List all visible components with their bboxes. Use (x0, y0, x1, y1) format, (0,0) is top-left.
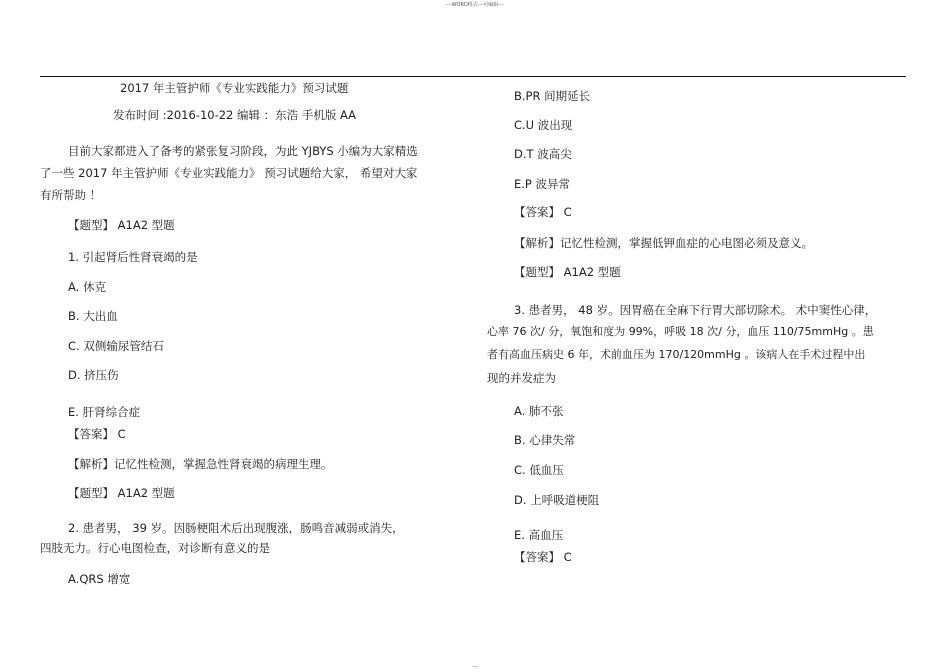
q3-option-d: D. 上呼吸道梗阻 (514, 493, 600, 507)
q1-answer: 【答案】 C (68, 427, 126, 441)
q1-option-e: E. 肝肾综合症 (68, 405, 141, 419)
q2-option-e: E.P 波异常 (514, 177, 571, 191)
q2-option-c: C.U 波出现 (514, 118, 573, 132)
question-3-stem-line-2: 心率 76 次/ 分，氧饱和度为 99%，呼吸 18 次/ 分，血压 110/75mmHg 。患 (487, 325, 874, 338)
q1-option-d: D. 挤压伤 (68, 368, 119, 382)
intro-line-1: 目前大家都进入了备考的紧张复习阶段，为此 YJBYS 小编为大家精选 (68, 144, 418, 158)
q1-option-a: A. 休克 (68, 280, 106, 294)
question-3-stem-line-3: 者有高血压病史 6 年，术前血压为 170/120mmHg 。该病人在手术过程中出 (487, 348, 866, 361)
question-1-stem: 1. 引起肾后性肾衰竭的是 (68, 250, 198, 264)
page-header: ---WORD格式---可编辑--- (446, 2, 504, 8)
intro-line-3: 有所帮助 ！ (40, 188, 102, 202)
q2-option-d: D.T 波高尖 (514, 147, 572, 161)
q3-option-e: E. 高血压 (514, 528, 564, 542)
header-rule (40, 76, 906, 77)
q3-answer: 【答案】 C (514, 550, 572, 564)
q1-analysis: 【解析】记忆性检测，掌握急性肾衰竭的病理生理。 (68, 457, 333, 471)
page-footer-mark: — (472, 664, 478, 670)
question-type-label: 【题型】 A1A2 型题 (68, 486, 175, 500)
q3-option-c: C. 低血压 (514, 463, 564, 477)
q2-option-a: A.QRS 增宽 (68, 572, 131, 586)
intro-line-2: 了一些 2017 年主管护师《专业实践能力》 预习试题给大家， 希望对大家 (40, 166, 418, 180)
publish-meta: 发布时间 :2016-10-22 编辑 ：东浩 手机版 AA (113, 108, 357, 122)
question-2-stem-line-1: 2. 患者男， 39 岁。因肠梗阻术后出现腹涨，肠鸣音减弱或消失， (68, 521, 404, 535)
q2-option-b: B.PR 间期延长 (514, 89, 591, 103)
question-3-stem-line-4: 现的并发症为 (487, 371, 556, 385)
q2-analysis: 【解析】记忆性检测，掌握低钾血症的心电图必须及意义。 (514, 236, 813, 250)
q2-answer: 【答案】 C (514, 205, 572, 219)
q3-option-b: B. 心律失常 (514, 433, 576, 447)
document-title: 2017 年主管护师《专业实践能力》预习试题 (120, 81, 349, 95)
question-2-stem-line-2: 四肢无力。行心电图检查，对诊断有意义的是 (40, 541, 270, 555)
question-type-label: 【题型】 A1A2 型题 (68, 218, 175, 232)
q3-option-a: A. 肺不张 (514, 404, 564, 418)
question-type-label: 【题型】 A1A2 型题 (514, 265, 621, 279)
q1-option-c: C. 双侧输尿管结石 (68, 339, 164, 353)
q1-option-b: B. 大出血 (68, 309, 118, 323)
question-3-stem-line-1: 3. 患者男， 48 岁。因胃癌在全麻下行胃大部切除术。 术中窦性心律， (514, 303, 877, 317)
